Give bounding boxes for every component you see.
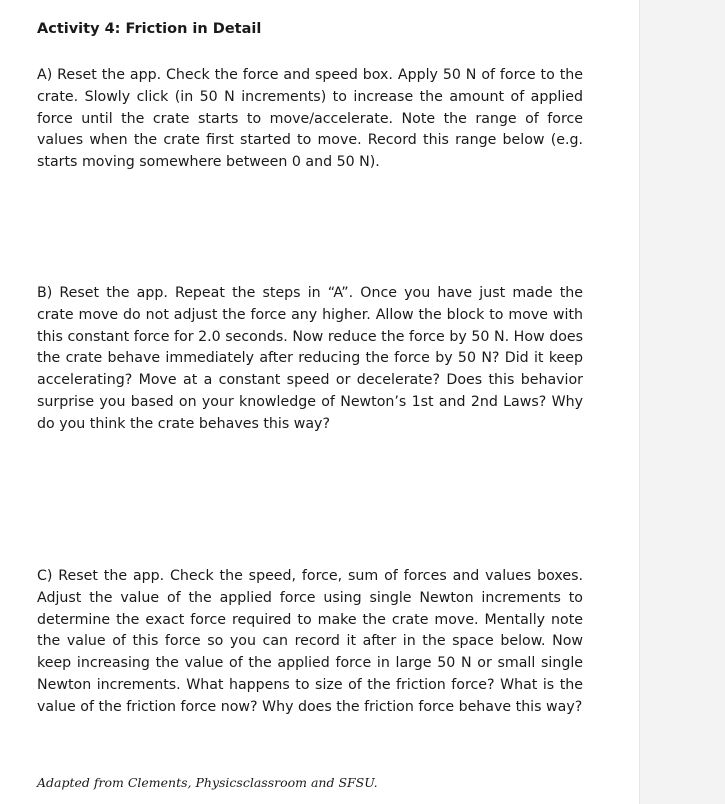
activity-title: Activity 4: Friction in Detail bbox=[37, 21, 262, 37]
section-a-text: A) Reset the app. Check the force and speed box. Apply 50 N of force to the crate. Slowly click (in 50 N increments) to increase the amount of applied force until the crate starts to move/accelerate. Note the range of force values when the crate first started to move. Record this range below (e.g. starts moving somewhere between 0 and 50 N). bbox=[37, 67, 583, 171]
comment-margin-pane bbox=[639, 0, 725, 804]
attribution-footer: Adapted from Clements, Physicsclassroom and SFSU. bbox=[37, 775, 378, 790]
section-c-text: C) Reset the app. Check the speed, force, sum of forces and values boxes. Adjust the value of the applied force using single Newton increments to determine the exact force required to make the crate move. Mentally note the value of this force so you can record it after in the space below. Now keep increasing the value of the applied force in large 50 N or small single Newton increments. What happens to size of the friction force? What is the value of the friction force now? Why does the friction force behave this way? bbox=[37, 568, 583, 715]
section-b-text: B) Reset the app. Repeat the steps in “A”. Once you have just made the crate move do not adjust the force any higher. Allow the block to move with this constant force for 2.0 seconds. Now reduce the force by 50 N. How does the crate behave immediately after reducing the force by 50 N? Did it keep accelerating? Move at a constant speed or decelerate? Does this behavior surprise you based on your knowledge of Newton’s 1st and 2nd Laws? Why do you think the crate behaves this way? bbox=[37, 285, 583, 432]
